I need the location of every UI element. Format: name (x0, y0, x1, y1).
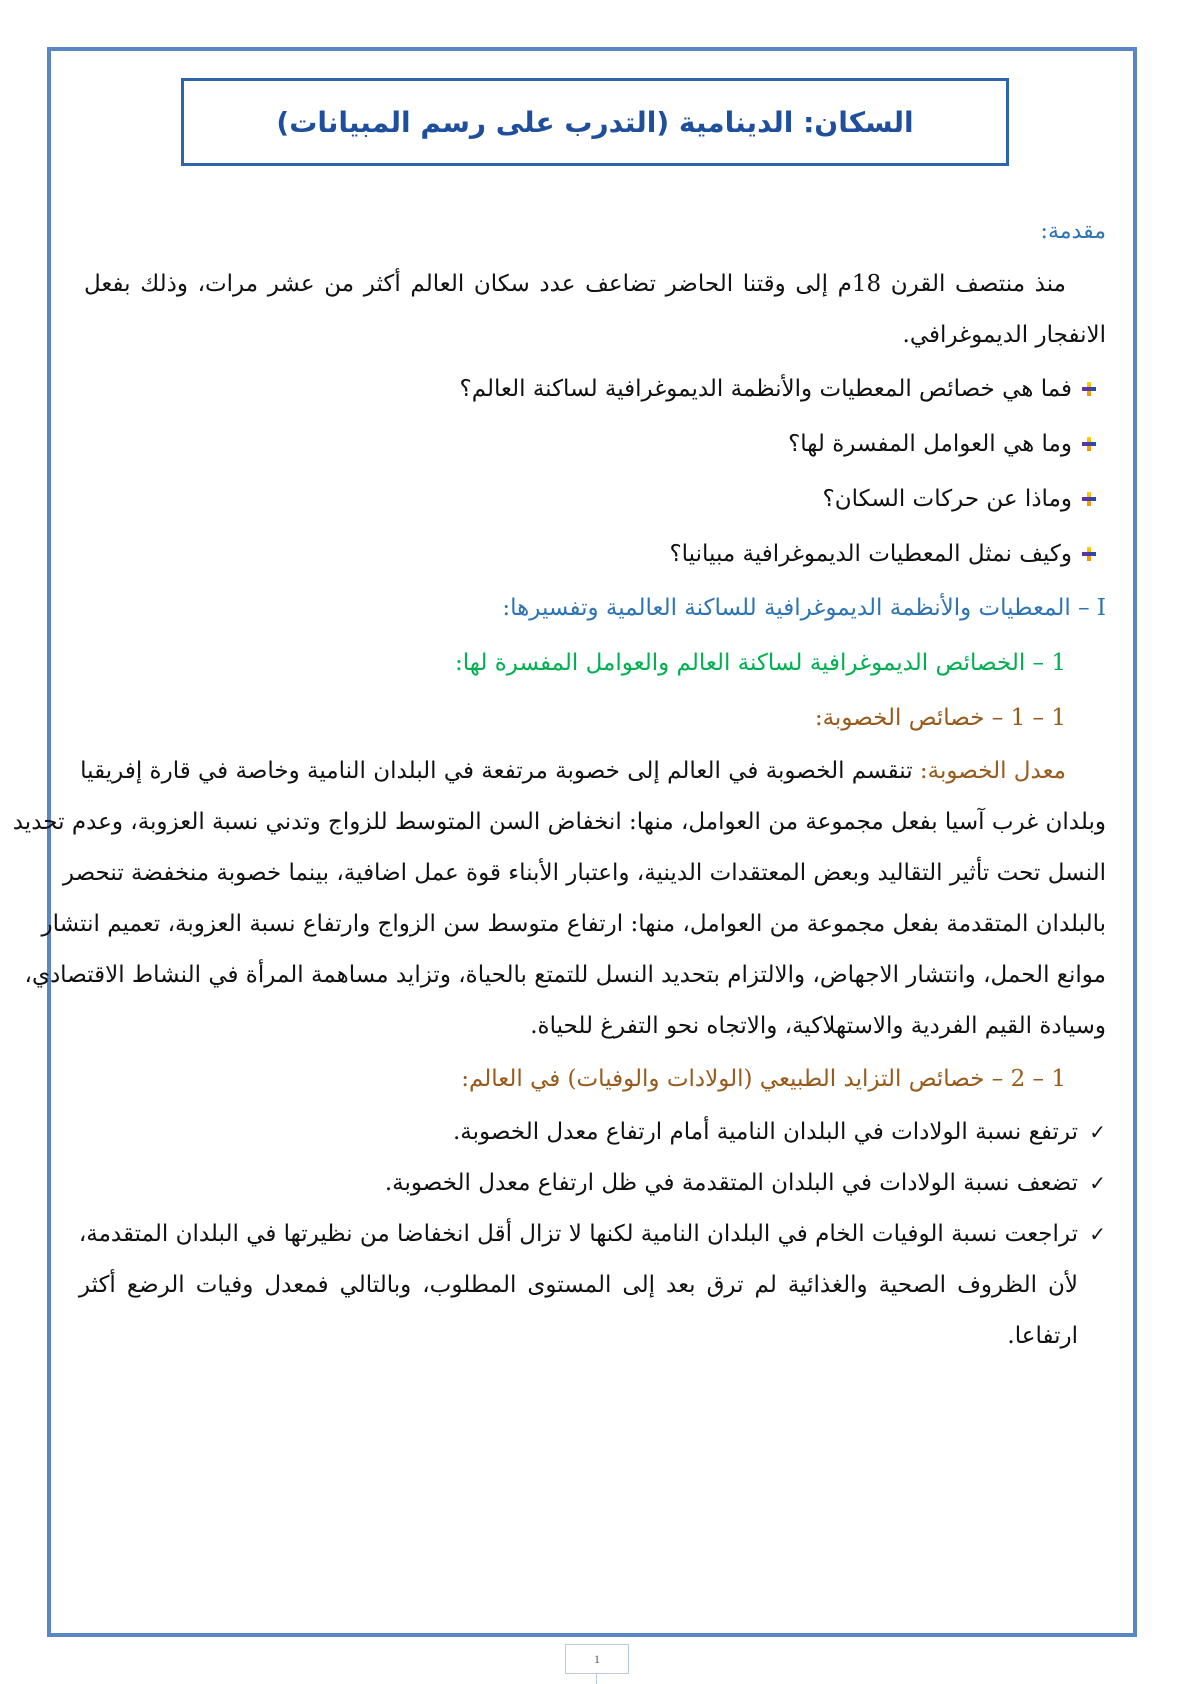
intro-line: الانفجار الديموغرافي. (902, 322, 1106, 348)
fertility-line (80, 746, 1106, 797)
intro-paragraph (84, 259, 1106, 361)
section-heading-1-1: 1 – الخصائص الديموغرافية لساكنة العالم والعوامل المفسرة لها: (455, 650, 1066, 676)
fertility-term: معدل الخصوبة: (919, 758, 1066, 784)
page-title: السكان: الدينامية (التدرب على رسم المبيانات) (276, 105, 914, 139)
plus-icon (1082, 382, 1096, 396)
list-item-text: ترتفع نسبة الولادات في البلدان النامية أمام ارتفاع معدل الخصوبة. (453, 1119, 1078, 1145)
fertility-line-text: تنقسم الخصوبة في العالم إلى خصوبة مرتفعة في البلدان النامية وخاصة في قارة إفريقيا (80, 758, 913, 784)
page-number-stem (596, 1674, 597, 1684)
fertility-line: موانع الحمل، وانتشار الاجهاض، والالتزام بتحديد النسل للتمتع بالحياة، وتزايد مساهمة المرأة في النشاط الاقتصادي، (24, 962, 1106, 988)
list-item (78, 1209, 1106, 1362)
list-item (84, 1158, 1106, 1209)
question-text: وما هي العوامل المفسرة لها؟ (788, 430, 1072, 457)
fertility-paragraph (12, 746, 1106, 1052)
fertility-line: وبلدان غرب آسيا بفعل مجموعة من العوامل، منها: انخفاض السن المتوسط للزواج وتدني نسبة العزوبة، وعدم تحديد (12, 809, 1106, 835)
question-text: وكيف نمثل المعطيات الديموغرافية مبيانيا؟ (669, 540, 1072, 567)
intro-label: مقدمة: (1040, 219, 1106, 244)
list-item-text: تراجعت نسبة الوفيات الخام في البلدان النامية لكنها لا تزال أقل انخفاضا من نظيرتها في البلدان المتقدمة، (78, 1221, 1078, 1247)
intro-line: منذ منتصف القرن 18م إلى وقتنا الحاضر تضاعف عدد سكان العالم أكثر من عشر مرات، وذلك بفعل (84, 271, 1066, 297)
section-heading-1: I – المعطيات والأنظمة الديموغرافية للساكنة العالمية وتفسيرها: (502, 595, 1106, 621)
check-icon: ✓ (1089, 1222, 1106, 1246)
list-item-text: تضعف نسبة الولادات في البلدان المتقدمة في ظل ارتفاع معدل الخصوبة. (384, 1170, 1078, 1196)
list-item-text: لأن الظروف الصحية والغذائية لم ترق بعد إلى المستوى المطلوب، وبالتالي فمعدل وفيات الرضع أكثر (78, 1272, 1078, 1298)
fertility-line: بالبلدان المتقدمة بفعل مجموعة من العوامل، منها: ارتفاع متوسط سن الزواج وارتفاع نسبة العزوبة، تعميم انتشار (41, 911, 1106, 937)
page-number: 1 (565, 1644, 629, 1674)
fertility-line: وسيادة القيم الفردية والاستهلاكية، والاتجاه نحو التفرغ للحياة. (530, 1013, 1106, 1039)
list-item-text: ارتفاعا. (1007, 1323, 1078, 1349)
question-text: وماذا عن حركات السكان؟ (822, 485, 1072, 512)
plus-icon (1082, 437, 1096, 451)
check-icon: ✓ (1089, 1120, 1106, 1144)
section-heading-1-1-2: 1 – 2 – خصائص التزايد الطبيعي (الولادات والوفيات) في العالم: (461, 1066, 1066, 1092)
list-item (84, 1107, 1106, 1158)
plus-icon (1082, 547, 1096, 561)
document-body (12, 205, 1106, 1362)
question-item (84, 526, 1106, 581)
section-heading-1-1-1: 1 – 1 – خصائص الخصوبة: (814, 705, 1066, 731)
plus-icon (1082, 492, 1096, 506)
question-item (84, 416, 1106, 471)
check-icon: ✓ (1089, 1171, 1106, 1195)
fertility-line: النسل تحت تأثير التقاليد وبعض المعتقدات الدينية، واعتبار الأبناء قوة عمل اضافية، بينما خصوبة منخفضة تنحصر (62, 860, 1106, 886)
question-item (84, 361, 1106, 416)
question-text: فما هي خصائص المعطيات والأنظمة الديموغرافية لساكنة العالم؟ (459, 375, 1072, 402)
title-box (181, 78, 1009, 166)
question-item (84, 471, 1106, 526)
